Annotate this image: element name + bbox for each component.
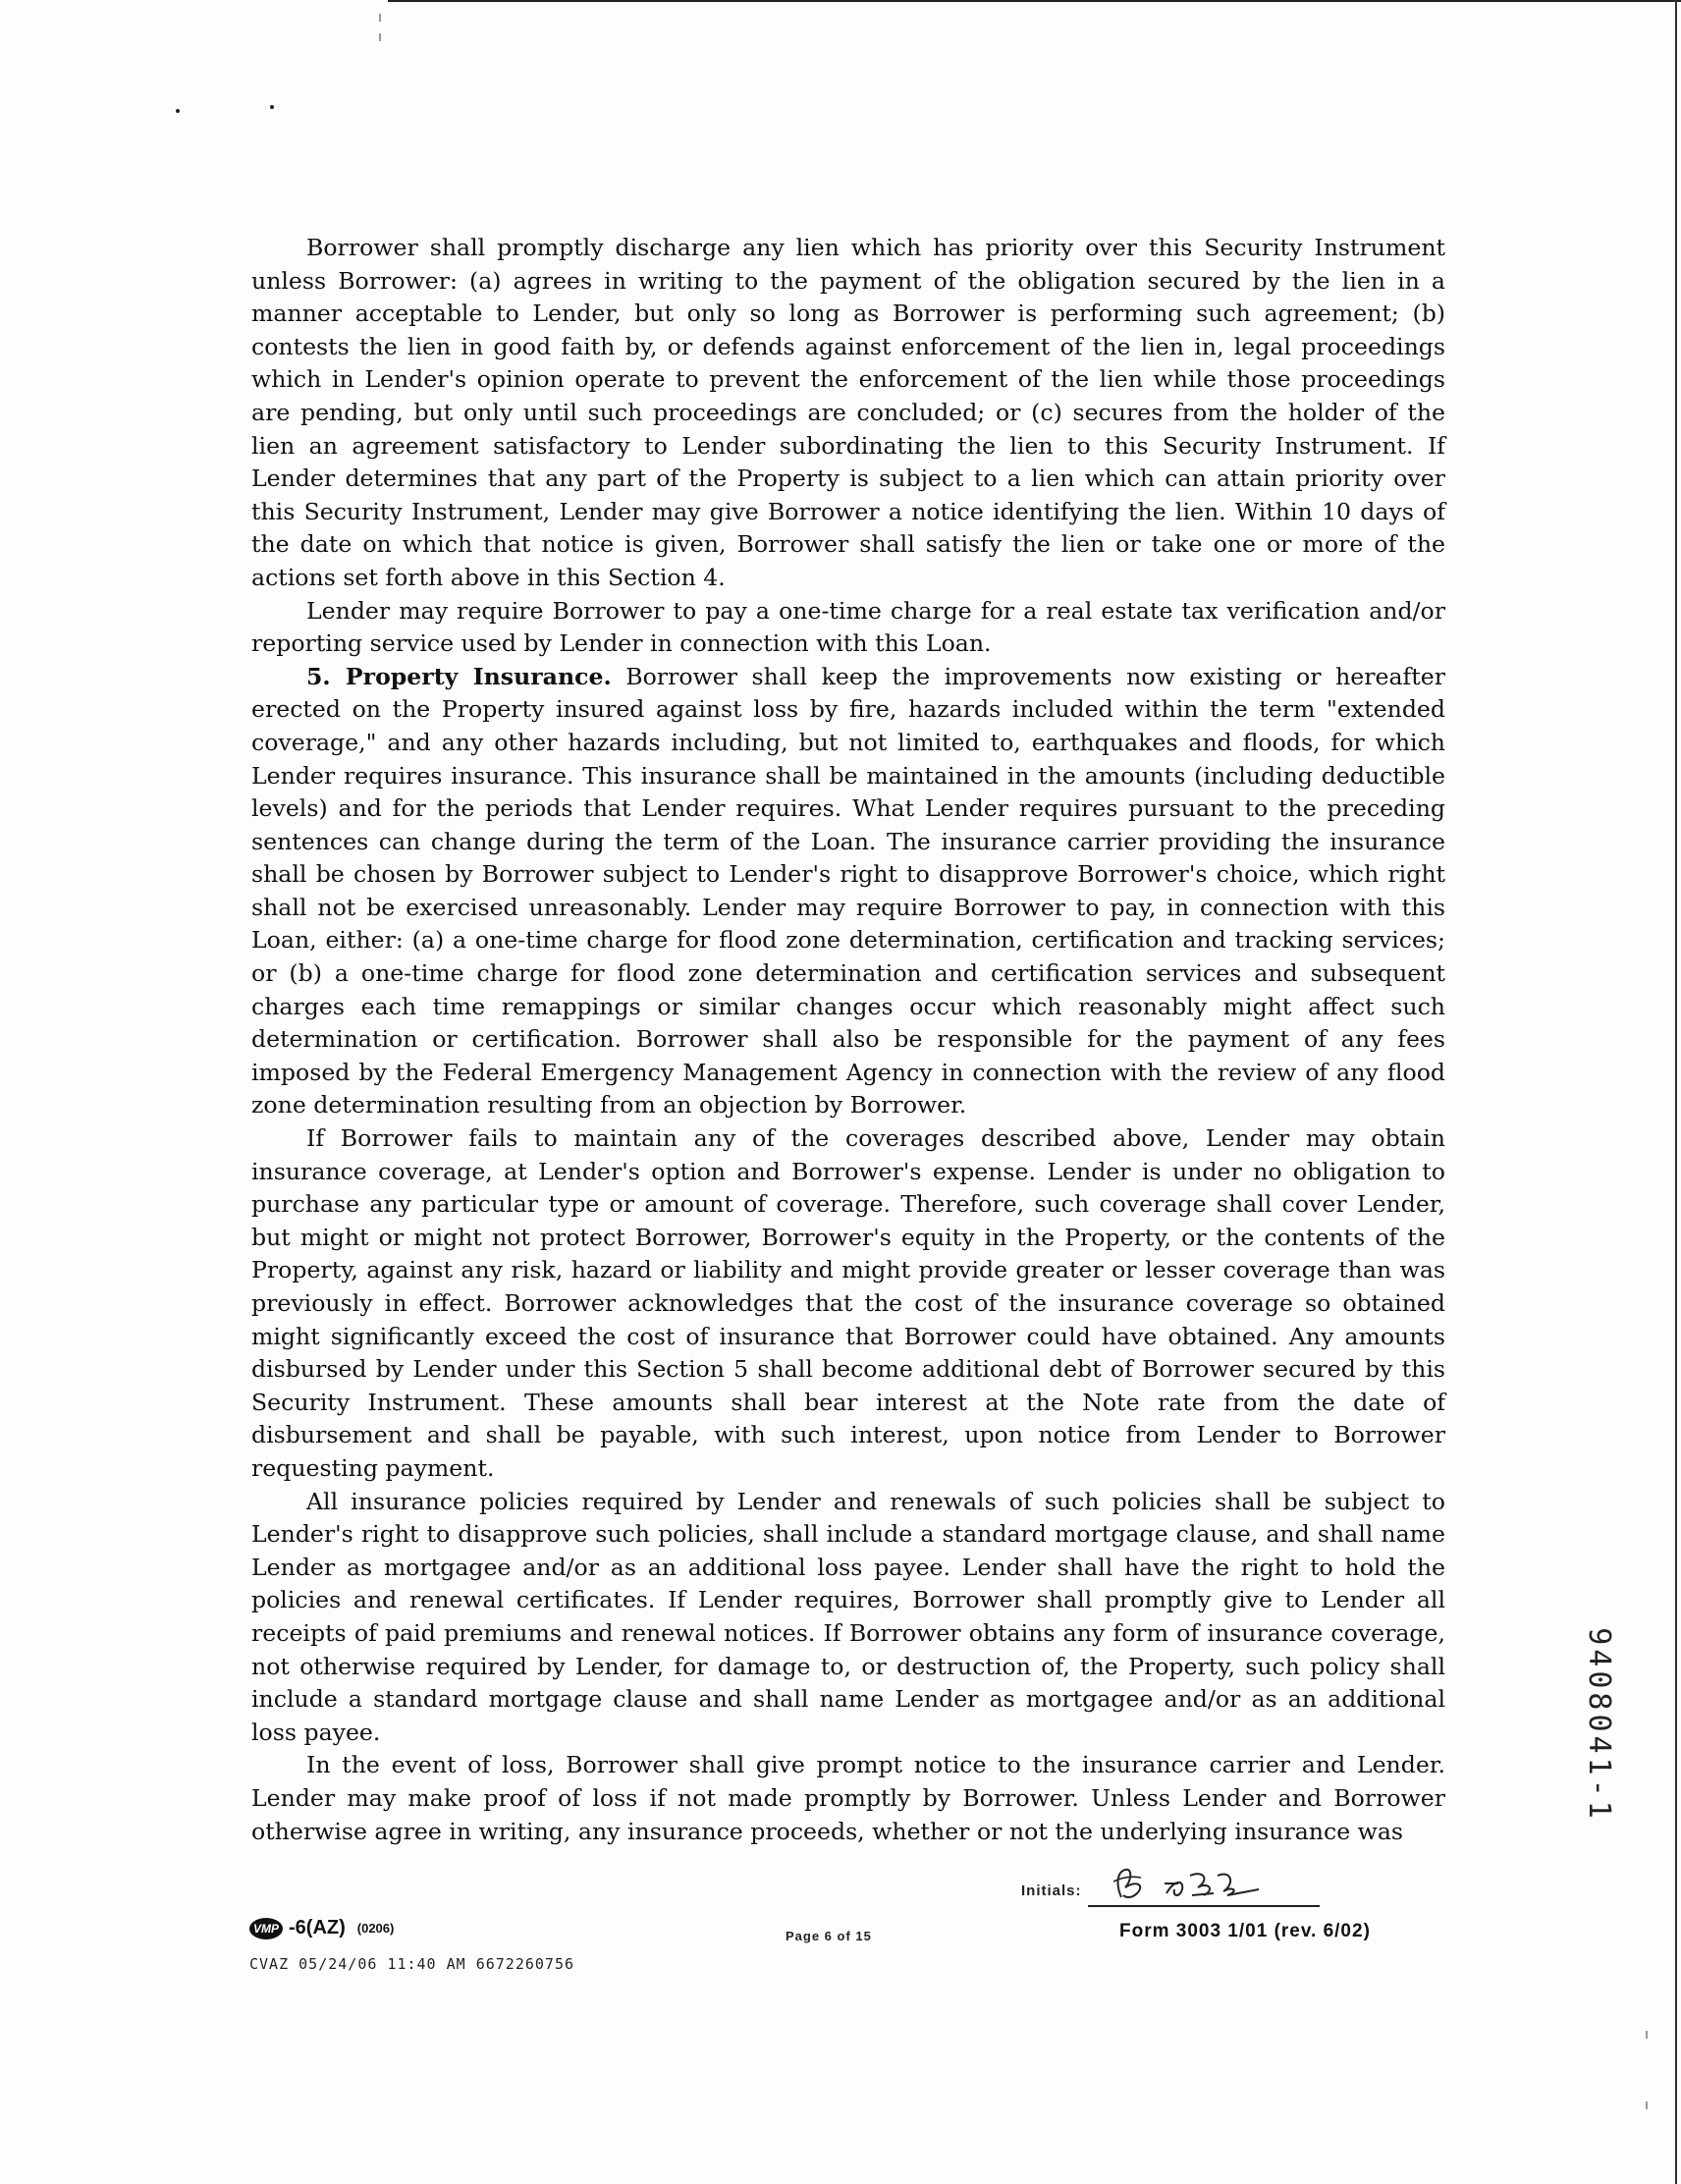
paragraph xyxy=(251,1486,1445,1750)
section-heading: 5. Property Insurance. xyxy=(306,662,612,690)
paragraph xyxy=(251,595,1445,661)
scan-mark xyxy=(1646,2102,1648,2109)
page-number: Page 6 of 15 xyxy=(786,1929,872,1943)
scan-mark xyxy=(1646,2031,1648,2039)
scan-speck xyxy=(176,109,180,113)
initials-signature-line xyxy=(1088,1862,1320,1907)
form-code-version: (0206) xyxy=(356,1921,395,1936)
margin-stamp-text: 9408041-1 xyxy=(1581,1626,1616,1823)
scan-mark xyxy=(379,14,381,22)
paragraph-text: If Borrower fails to maintain any of the coverages described above, Lender may obtain insurance coverage, at Lender's option and Borrower's expense. Lender is under no obligation to purchase any particular type or amount of coverage. Therefore, such coverage shall cover Lender, but might or might not protect Borrower, Borrower's equity in the Property, or the contents of the Property, against any risk, hazard or liability and might provide greater or lesser coverage than was previously in effect. Borrower acknowledges that the cost of the insurance coverage so obtained might significantly exceed the cost of insurance that Borrower could have obtained. Any amounts disbursed by Lender under this Section 5 shall become additional debt of Borrower secured by this Security Instrument. These amounts shall bear interest at the Note rate from the date of disbursement and shall be payable, with such interest, upon notice from Lender to Borrower requesting payment. xyxy=(251,1124,1445,1482)
document-body xyxy=(251,232,1445,1848)
right-border-line xyxy=(1675,0,1677,2184)
vmp-logo: VMP xyxy=(249,1918,283,1939)
form-reference: Form 3003 1/01 (rev. 6/02) xyxy=(1119,1921,1371,1941)
form-code: -6(AZ) xyxy=(289,1917,346,1938)
paragraph-text: Lender may require Borrower to pay a one-time charge for a real estate tax verification and/or reporting service used by Lender in connection with this Loan. xyxy=(251,596,1445,658)
footer-form-info xyxy=(249,1917,574,1973)
paragraph-section-5 xyxy=(251,661,1445,1122)
paragraph xyxy=(251,232,1445,595)
paragraph-text: Borrower shall promptly discharge any lien which has priority over this Security Instrument unless Borrower: (a) agrees in writing to the payment of the obligation secured by the lien in a manner acceptable to Lender, but only so long as Borrower is performing such agreement; (b) contests the lien in good faith by, or defends against enforcement of the lien in, legal proceedings which in Lender's opinion operate to prevent the enforcement of the lien while those proceedings are pending, but only until such proceedings are concluded; or (c) secures from the holder of the lien an agreement satisfactory to Lender subordinating the lien to this Security Instrument. If Lender determines that any part of the Property is subject to a lien which can attain priority over this Security Instrument, Lender may give Borrower a notice identifying the lien. Within 10 days of the date on which that notice is given, Borrower shall satisfy the lien or take one or more of the actions set forth above in this Section 4. xyxy=(251,234,1445,591)
paragraph xyxy=(251,1122,1445,1486)
top-border-line xyxy=(388,0,1681,2)
scan-speck xyxy=(270,105,274,109)
scan-mark xyxy=(379,33,381,41)
handwritten-initials xyxy=(1088,1862,1320,1905)
form-logo-row xyxy=(249,1917,574,1939)
paragraph-text: All insurance policies required by Lender and renewals of such policies shall be subject to Lender's right to disapprove such policies, shall include a standard mortgage clause, and shall name Lender as mortgagee and/or as an additional loss payee. Lender shall have the right to hold the policies and renewal certificates. If Lender requires, Borrower shall promptly give to Lender all receipts of paid premiums and renewal notices. If Borrower obtains any form of insurance coverage, not otherwise required by Lender, for damage to, or destruction of, the Property, such policy shall include a standard mortgage clause and shall name Lender as mortgagee and/or as an additional loss payee. xyxy=(251,1487,1445,1746)
margin-recording-stamp xyxy=(1579,1577,1618,1872)
paragraph xyxy=(251,1749,1445,1848)
paragraph-text: Borrower shall keep the improvements now existing or hereafter erected on the Property insured against loss by fire, hazards included within the term "extended coverage," and any other hazards including, but not limited to, earthquakes and floods, for which Lender requires insurance. This insurance shall be maintained in the amounts (including deductible levels) and for the periods that Lender requires. What Lender requires pursuant to the preceding sentences can change during the term of the Loan. The insurance carrier providing the insurance shall be chosen by Borrower subject to Lender's right to disapprove Borrower's choice, which right shall not be exercised unreasonably. Lender may require Borrower to pay, in connection with this Loan, either: (a) a one-time charge for flood zone determination, certification and tracking services; or (b) a one-time charge for flood zone determination and certification services and subsequent charges each time remappings or similar changes occur which reasonably might affect such determination or certification. Borrower shall also be responsible for the payment of any fees imposed by the Federal Emergency Management Agency in connection with the review of any flood zone determination resulting from an objection by Borrower. xyxy=(251,662,1445,1119)
initials-block xyxy=(1021,1862,1320,1907)
file-timestamp: CVAZ 05/24/06 11:40 AM 6672260756 xyxy=(249,1955,575,1973)
initials-label: Initials: xyxy=(1021,1883,1082,1899)
paragraph-text: In the event of loss, Borrower shall give prompt notice to the insurance carrier and Lender. Lender may make proof of loss if not made promptly by Borrower. Unless Lender and Borrower otherwise agree in writing, any insurance proceeds, whether or not the underlying insurance was xyxy=(251,1751,1445,1845)
